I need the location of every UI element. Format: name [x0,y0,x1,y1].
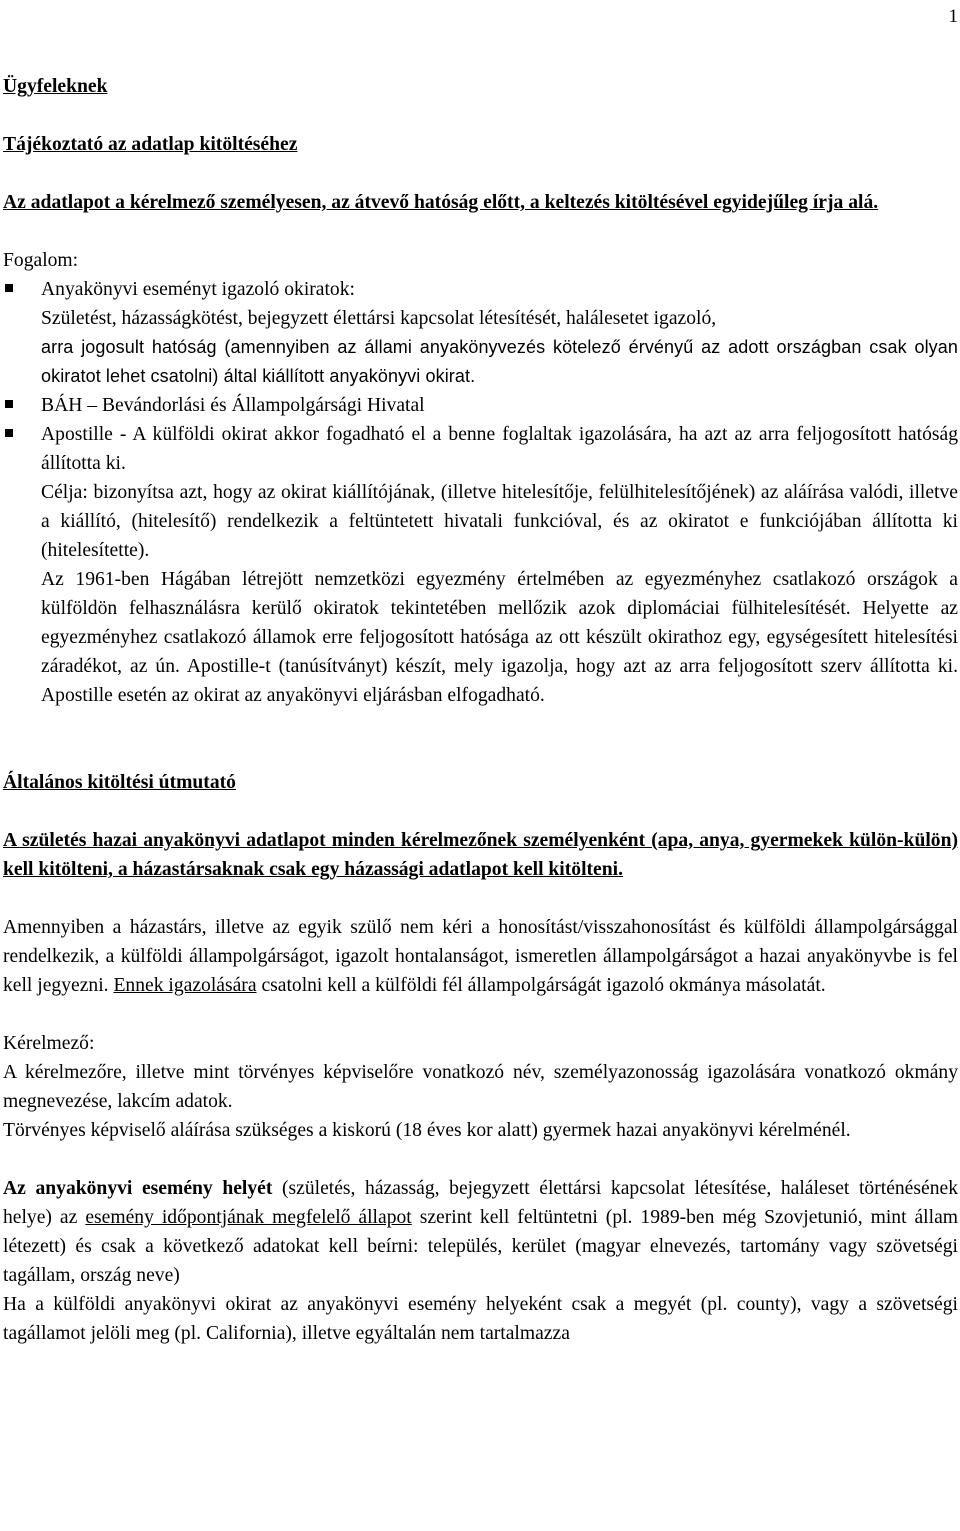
documents-text-sans: arra jogosult hatóság (amennyiben az állami anyakönyvezés kötelező érvényű az adott országban csak olyan okiratot lehet csatolni) által kiállított anyakönyvi okirat. [41,337,958,386]
bullet-item-apostille [3,420,958,478]
foreign-underlined: Ennek igazolására [113,975,257,996]
foreign-tail: csatolni kell a külföldi fél állampolgárságát igazoló okmánya másolatát. [261,975,826,996]
foreign-citizenship-paragraph [3,913,958,1000]
event-place-paragraph [3,1174,958,1290]
event-place-t2: szerint kell feltüntetni (pl. 1989-ben még Szovjetunió, mint állam létezett) és csak a következő adatokat kell beírni: település, kerület (magyar elnevezés, tartomány vagy szövetségi tagállam, ország neve) [3,1207,959,1286]
documents-text-serif: Születést, házasságkötést, bejegyzett élettársi kapcsolat létesítését, halálesetet igazoló, [41,308,717,329]
apostille-text: Apostille - A külföldi okirat akkor fogadható el a benne foglaltak igazolására, ha azt az arra feljogosított hatóság állította ki. [41,424,958,474]
bullet-square-icon [3,420,41,478]
bullet-square-icon [3,275,41,304]
apostille-details [3,478,958,710]
event-place-p2: Ha a külföldi anyakönyvi okirat az anyakönyvi esemény helyeként csak a megyét (pl. county), vagy a szövetségi tagállamot jelöli meg (pl. California), illetve egyáltalán nem tartalmazza [3,1294,958,1344]
applicant-p2: Törvényes képviselő aláírása szükséges a kiskorú (18 éves kor alatt) gyermek hazai anyakönyvi kérelménél. [3,1120,851,1141]
bullet-item-bah [3,391,958,420]
event-place-underlined: esemény időpontjának megfelelő állapot [85,1207,412,1228]
bullet-square-icon [3,391,41,420]
apostille-purpose: Célja: bizonyítsa azt, hogy az okirat kiállítójának, (illetve hitelesítője, felülhitelesítőjének) az aláírása valódi, illetve a kiállító, (hitelesítő) rendelkezik a feltüntetett hivatali funkcióval, és az okiratot e funkciójában állította ki (hitelesítette). [41,482,958,561]
bah-text: BÁH – Bevándorlási és Állampolgársági Hivatal [41,395,425,416]
document-body [3,72,958,1348]
bullet-documents-body [3,304,958,391]
heading-general: Általános kitöltési útmutató [3,772,236,793]
applicant-label: Kérelmező: [3,1033,95,1054]
intro-instruction: Az adatlapot a kérelmező személyesen, az átvevő hatóság előtt, a keltezés kitöltésével egyidejűleg írja alá. [3,192,879,213]
heading-info: Tájékoztató az adatlap kitöltéséhez [3,134,298,155]
general-rule: A születés hazai anyakönyvi adatlapot minden kérelmezőnek személyenként (apa, anya, gyermekek külön-külön) kell kitölteni, a házastársaknak csak egy házassági adatlapot kell kitölteni. [3,830,958,880]
page-number: 1 [948,6,958,27]
applicant-p1: A kérelmezőre, illetve mint törvényes képviselőre vonatkozó név, személyazonosság igazolására vonatkozó okmány megnevezése, lakcím adatok. [3,1062,958,1112]
concept-label: Fogalom: [3,250,79,271]
bullet-item-documents [3,275,958,304]
heading-clients: Ügyfeleknek [3,76,108,97]
event-place-t1: (születés, házasság, bejegyzett élettársi kapcsolat létesítése, haláleset történésének helye) az [3,1178,958,1228]
event-place-bold: Az anyakönyvi esemény helyét [3,1178,273,1199]
bullet-title: Anyakönyvi eseményt igazoló okiratok: [41,279,355,300]
foreign-text: Amennyiben a házastárs, illetve az egyik szülő nem kéri a honosítást/visszahonosítást és külföldi állampolgársággal rendelkezik, a külföldi állampolgárságot, igazolt hontalanságot, ismeretlen állampolgárságot a hazai anyakönyvbe is fel kell jegyezni. [3,917,958,996]
apostille-hague: Az 1961-ben Hágában létrejött nemzetközi egyezmény értelmében az egyezményhez csatlakozó országok a külföldön felhasználásra kerülő okiratok tekintetében mellőzik azok diplomáciai fülhitelesítését. Helyette az egyezményhez csatlakozó államok erre feljogosított hatósága az ott készült okirathoz egy, egységesített hitelesítési záradékot, az ún. Apostille-t (tanúsítványt) készít, mely igazolja, hogy azt az arra feljogosított szerv állította ki. Apostille esetén az okirat az anyakönyvi eljárásban elfogadható. [41,569,958,706]
